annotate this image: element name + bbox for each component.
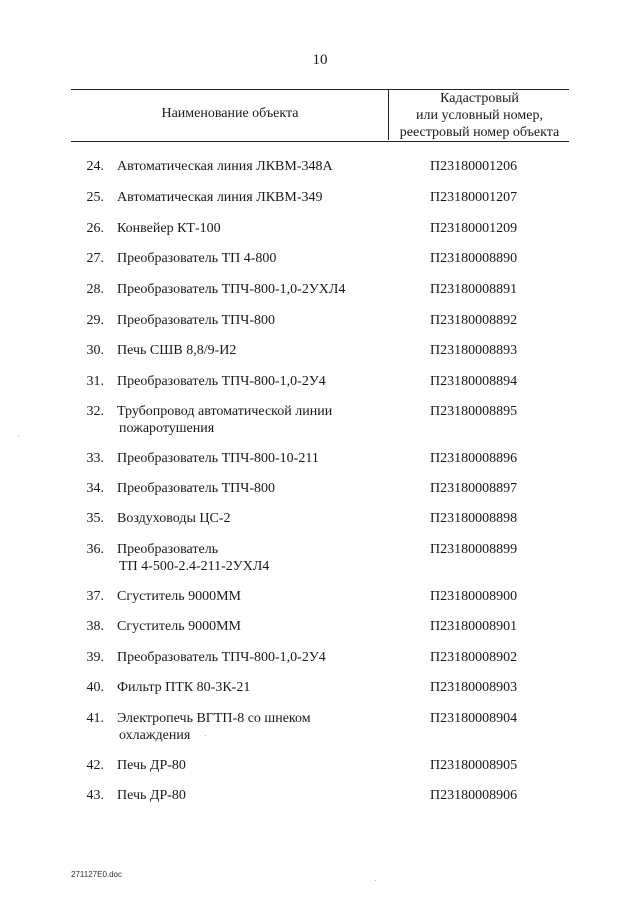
scan-speck — [375, 880, 376, 881]
object-name — [117, 710, 407, 744]
object-name-line: Сгуститель 9000ММ — [117, 619, 242, 634]
row-number: 38. — [86, 619, 104, 634]
object-name-line: ТП 4-500-2.4-211-2УХЛ4 — [119, 559, 270, 574]
object-name-line: Конвейер КТ-100 — [117, 221, 221, 236]
registry-number: П23180001207 — [430, 190, 518, 205]
row-number: 33. — [86, 451, 104, 466]
object-name-line: Преобразователь ТПЧ-800 — [117, 481, 276, 496]
object-name — [117, 342, 407, 359]
registry-number: П23180008905 — [430, 758, 518, 773]
object-name — [117, 618, 407, 635]
object-name — [117, 649, 407, 666]
object-name-line: Электропечь ВГТП-8 со шнеком — [117, 711, 311, 726]
registry-number: П23180008895 — [430, 404, 518, 419]
object-name-line: Автоматическая линия ЛКВМ-349 — [117, 190, 323, 205]
object-name — [117, 312, 407, 329]
registry-number: П23180008892 — [430, 313, 518, 328]
row-number: 30. — [86, 343, 104, 358]
object-name — [117, 220, 407, 237]
object-name — [117, 541, 407, 575]
object-name-line: Трубопровод автоматической линии — [117, 404, 333, 419]
column-header-code-line: или условный номер, — [416, 108, 543, 123]
registry-number: П23180008900 — [430, 589, 518, 604]
column-header-code-line: реестровый номер объекта — [399, 125, 560, 140]
object-name-line: Печь ДР-80 — [117, 758, 186, 773]
object-name-line: Печь ДР-80 — [117, 788, 186, 803]
object-name — [117, 189, 407, 206]
row-number: 29. — [86, 313, 104, 328]
object-name — [117, 250, 407, 267]
row-number: 37. — [86, 589, 104, 604]
row-number: 24. — [86, 159, 104, 174]
object-name-line: Преобразователь ТПЧ-800-1,0-2УХЛ4 — [117, 282, 346, 297]
registry-number: П23180008901 — [430, 619, 518, 634]
registry-number: П23180008902 — [430, 650, 518, 665]
footer-filename: 271127E0.doc — [71, 870, 123, 879]
object-name-line: пожаротушения — [119, 421, 215, 436]
object-name-line: Преобразователь ТП 4-800 — [117, 251, 277, 266]
object-name-line: Преобразователь ТПЧ-800 — [117, 313, 276, 328]
row-number: 28. — [86, 282, 104, 297]
registry-number: П23180008898 — [430, 511, 518, 526]
row-number: 35. — [86, 511, 104, 526]
object-name — [117, 679, 407, 696]
object-name-line: Фильтр ПТК 80-3К-21 — [117, 680, 251, 695]
registry-number: П23180008899 — [430, 542, 518, 557]
object-name-line: Автоматическая линия ЛКВМ-348А — [117, 159, 333, 174]
object-name — [117, 158, 407, 175]
row-number: 42. — [86, 758, 104, 773]
object-name — [117, 403, 407, 437]
object-name — [117, 510, 407, 527]
object-name — [117, 450, 407, 467]
registry-number: П23180008904 — [430, 711, 518, 726]
registry-number: П23180008903 — [430, 680, 518, 695]
column-header-code-line: Кадастровый — [440, 91, 519, 106]
page-number: 10 — [312, 52, 328, 68]
object-name — [117, 757, 407, 774]
object-name-line: Преобразователь ТПЧ-800-1,0-2У4 — [117, 374, 326, 389]
registry-number: П23180008897 — [430, 481, 518, 496]
object-name-line: Преобразователь ТПЧ-800-10-211 — [117, 451, 319, 466]
registry-number: П23180008891 — [430, 282, 518, 297]
row-number: 39. — [86, 650, 104, 665]
object-name-line: Преобразователь ТПЧ-800-1,0-2У4 — [117, 650, 326, 665]
registry-number: П23180008893 — [430, 343, 518, 358]
row-number: 27. — [86, 251, 104, 266]
row-number: 40. — [86, 680, 104, 695]
object-name-line: охлаждения — [119, 728, 191, 743]
object-name — [117, 787, 407, 804]
row-number: 34. — [86, 481, 104, 496]
object-name — [117, 588, 407, 605]
scan-speck — [205, 735, 206, 736]
registry-number: П23180008896 — [430, 451, 518, 466]
scan-speck — [18, 436, 19, 437]
column-header-code — [388, 90, 570, 140]
object-name-line: Воздуховоды ЦС-2 — [117, 511, 231, 526]
row-number: 32. — [86, 404, 104, 419]
registry-number: П23180008906 — [430, 788, 518, 803]
row-number: 36. — [86, 542, 104, 557]
row-number: 31. — [86, 374, 104, 389]
row-number: 26. — [86, 221, 104, 236]
registry-number: П23180001209 — [430, 221, 518, 236]
column-header-name: Наименование объекта — [161, 106, 299, 121]
object-name — [117, 480, 407, 497]
row-number: 41. — [86, 711, 104, 726]
object-name — [117, 373, 407, 390]
object-name — [117, 281, 407, 298]
row-number: 25. — [86, 190, 104, 205]
object-name-line: Преобразователь — [117, 542, 219, 557]
registry-number: П23180008890 — [430, 251, 518, 266]
object-name-line: Сгуститель 9000ММ — [117, 589, 242, 604]
table-header-rule — [71, 141, 569, 142]
registry-number: П23180001206 — [430, 159, 518, 174]
object-name-line: Печь СШВ 8,8/9-И2 — [117, 343, 237, 358]
registry-number: П23180008894 — [430, 374, 518, 389]
row-number: 43. — [86, 788, 104, 803]
